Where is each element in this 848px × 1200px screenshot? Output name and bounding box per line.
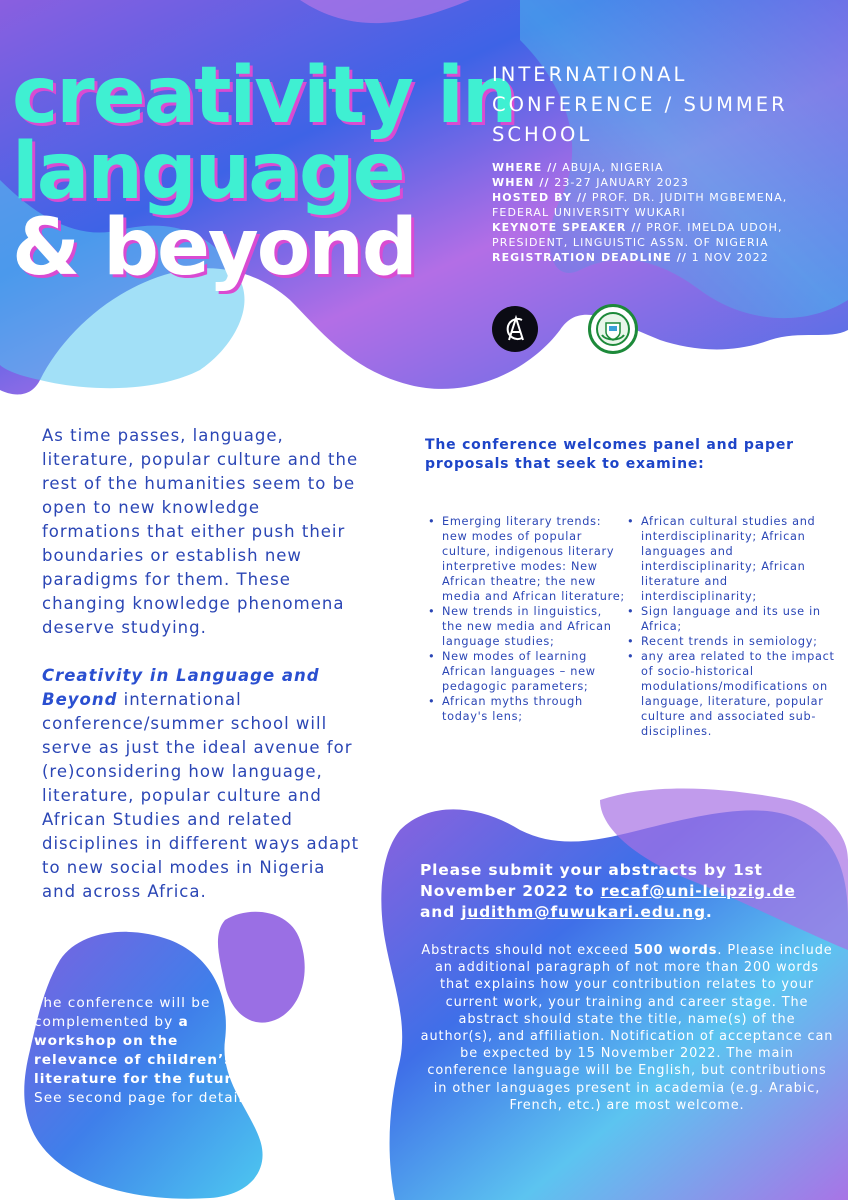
- conference-title: [12, 51, 516, 293]
- deadline-label: REGISTRATION DEADLINE //: [492, 251, 688, 264]
- workshop-text-after: . See second page for details.: [34, 1071, 257, 1106]
- ca-monogram-logo: [492, 306, 538, 352]
- keynote-label: KEYNOTE SPEAKER //: [492, 221, 642, 234]
- abstract-text-before: Abstracts should not exceed: [421, 943, 634, 958]
- topic-item: • New trends in linguistics, the new media and African language studies;: [426, 604, 626, 649]
- keynote-row: [492, 220, 832, 250]
- hosted-label: HOSTED BY //: [492, 191, 588, 204]
- topic-item: • New modes of learning African languages – new pedagogic parameters;: [426, 649, 626, 694]
- topic-item: • Emerging literary trends: new modes of popular culture, indigenous literary interpretive modes: New African theatre; the new media and African literature;: [426, 514, 626, 604]
- where-label: WHERE //: [492, 161, 558, 174]
- hosted-value: PROF. DR. JUDITH MGBEMENA, FEDERAL UNIVERSITY WUKARI: [492, 191, 788, 219]
- intro-paragraph-2-rest: international conference/summer school will serve as just the ideal avenue for (re)considering how language, literature, popular culture and African Studies and related disciplines in different ways adapt to new social modes in Nigeria and across Africa.: [42, 690, 360, 901]
- topic-item: • any area related to the impact of socio-historical modulations/modifications on language, literature, popular culture and associated sub-disciplines.: [625, 649, 835, 739]
- abstract-guidelines: [420, 942, 834, 1114]
- university-crest-logo: [588, 304, 638, 354]
- abstract-word-limit: 500 words: [633, 943, 718, 958]
- submission-text-3: .: [705, 903, 713, 921]
- where-value: ABUJA, NIGERIA: [562, 161, 664, 174]
- intro-text: [42, 424, 362, 928]
- topics-column-right: [625, 514, 835, 739]
- email-link-recaf[interactable]: recaf@uni-leipzig.de: [600, 882, 796, 900]
- intro-paragraph-1: As time passes, language, literature, popular culture and the rest of the humanities seem to be open to new knowledge formations that either push their boundaries or establish new paradigms for them. These changing knowledge phenomena deserve studying.: [42, 426, 359, 637]
- where-row: [492, 160, 832, 175]
- title-line-2: language: [12, 127, 404, 217]
- when-label: WHEN //: [492, 176, 550, 189]
- workshop-text-before: The conference will be complemented by: [34, 995, 211, 1030]
- conference-type-line-1: INTERNATIONAL: [492, 63, 688, 86]
- deadline-row: [492, 250, 832, 265]
- ca-monogram-icon: [498, 312, 532, 346]
- conference-type-heading: [492, 60, 842, 150]
- when-value: 23-27 JANUARY 2023: [554, 176, 690, 189]
- email-link-judithm[interactable]: judithm@fuwukari.edu.ng: [461, 903, 706, 921]
- workshop-text-bold: a workshop on the relevance of children’s literature for the future: [34, 1014, 243, 1087]
- when-row: [492, 175, 832, 190]
- keynote-value: PROF. IMELDA UDOH, PRESIDENT, LINGUISTIC ASSN. OF NIGERIA: [492, 221, 783, 249]
- conference-type-line-2: CONFERENCE / SUMMER: [492, 93, 788, 116]
- title-line-1: creativity in: [12, 51, 516, 141]
- title-line-3: & beyond: [12, 203, 416, 293]
- topic-item: • Recent trends in semiology;: [625, 634, 835, 649]
- hosted-row: [492, 190, 832, 220]
- call-heading: The conference welcomes panel and paper proposals that seek to examine:: [425, 437, 794, 472]
- university-crest-icon: [594, 310, 632, 348]
- abstract-text-after: . Please include an additional paragraph of not more than 200 words that explains how your contribution relates to your current work, your training and career stage. The abstract should state the title, name(s) of the author(s), and affiliation. Notification of acceptance can be expected by 15 November 2022. The main conference language will be English, but contributions in other languages present in academia (e.g. Arabic, French, etc.) are most welcome.: [420, 943, 834, 1113]
- workshop-note: [34, 994, 264, 1108]
- topic-item: • African myths through today's lens;: [426, 694, 626, 724]
- intro-paragraph-2: [42, 664, 362, 904]
- deadline-value: 1 NOV 2022: [691, 251, 769, 264]
- intro-emphasis: Creativity in Language and Beyond: [42, 666, 320, 709]
- event-details: [492, 160, 832, 265]
- submission-text-1: Please submit your abstracts by 1st November 2022 to: [420, 861, 763, 900]
- topic-item: • Sign language and its use in Africa;: [625, 604, 835, 634]
- topics-column-left: [426, 514, 626, 724]
- conference-type-line-3: SCHOOL: [492, 123, 593, 146]
- submission-text-2: and: [420, 903, 462, 921]
- submission-instructions: [420, 860, 830, 923]
- topic-item: • African cultural studies and interdisciplinarity; African languages and interdisciplinarity; African literature and interdisciplinarity;: [625, 514, 835, 604]
